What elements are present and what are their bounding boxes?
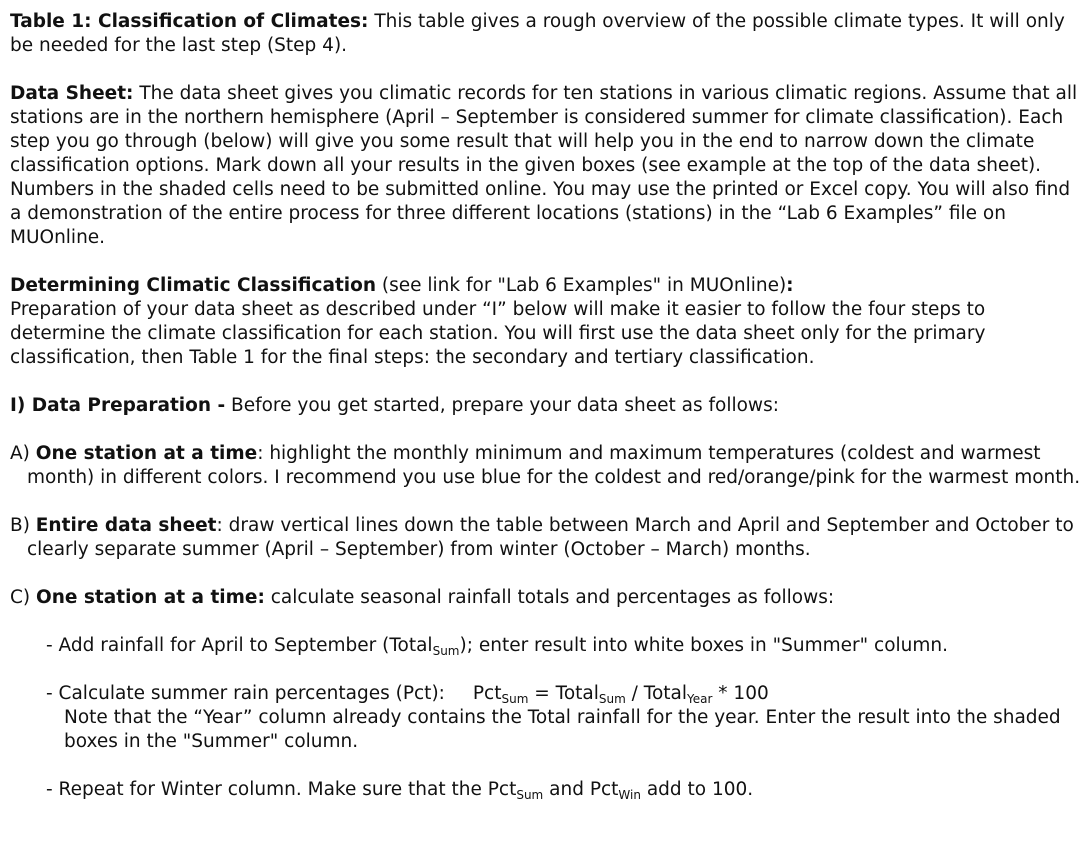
table1-text: This table gives a rough overview of the possible climate types. It will only be needed for the last step (Step 4).: [10, 11, 1065, 56]
bullet3-text-b: and Pct: [543, 779, 619, 800]
step-b-heading: Entire data sheet: [35, 515, 217, 536]
determining-paragraph: [10, 274, 1081, 370]
bullet-add-rainfall: [10, 634, 1081, 658]
formula-pct-sub: Sum: [501, 692, 529, 706]
formula-year: / Total: [625, 683, 687, 704]
bullet1-text-a: - Add rainfall for April to September (Total: [46, 635, 433, 656]
bullet2-note: Note that the “Year” column already contains the Total rainfall for the year. Enter the result into the shaded boxes in the "Summer" column.: [64, 707, 1061, 752]
bullet1-sub: Sum: [432, 644, 460, 658]
step-b-text: : draw vertical lines down the table between March and April and September and October to clearly separate summer (April – September) from winter (October – March) months.: [27, 515, 1074, 560]
bullet3-sub2: Win: [618, 788, 641, 802]
bullet-repeat-winter: [10, 778, 1081, 802]
determining-paren: (see link for "Lab 6 Examples" in MUOnline): [376, 275, 787, 296]
step-c-prefix: C): [10, 587, 37, 608]
step-a-heading: One station at a time: [35, 443, 258, 464]
bullet3-text-a: - Repeat for Winter column. Make sure that the Pct: [46, 779, 517, 800]
bullet3-text-c: add to 100.: [640, 779, 754, 800]
bullet1-text-b: ); enter result into white boxes in "Summer" column.: [459, 635, 949, 656]
step-a-text: : highlight the monthly minimum and maximum temperatures (coldest and warmest month) in different colors. I recommend you use blue for the coldest and red/orange/pink for the warmest month.: [27, 443, 1081, 488]
step-c-paragraph: [10, 586, 1081, 610]
determining-heading: Determining Climatic Classification: [10, 275, 377, 296]
step-a-prefix: A): [10, 443, 36, 464]
data-sheet-heading: Data Sheet:: [10, 83, 134, 104]
table1-paragraph: [10, 10, 1081, 58]
bullet3-sub1: Sum: [516, 788, 544, 802]
bullet-percentages: [10, 682, 1081, 754]
step-b-paragraph: [10, 514, 1081, 562]
formula-pct: Pct: [472, 683, 502, 704]
section-i-text: Before you get started, prepare your data sheet as follows:: [225, 395, 779, 416]
formula-year-sub: Year: [687, 692, 713, 706]
bullet2-text-a: - Calculate summer rain percentages (Pct):: [46, 683, 445, 704]
section-i-heading: I) Data Preparation -: [10, 395, 226, 416]
formula-total: = Total: [528, 683, 599, 704]
step-c-heading: One station at a time:: [36, 587, 265, 608]
determining-text: Preparation of your data sheet as described under “I” below will make it easier to follow the four steps to determine the climate classification for each station. You will first use the data sheet only for the primary classification, then Table 1 for the final steps: the secondary and tertiary classification.: [10, 299, 986, 368]
step-b-prefix: B): [10, 515, 36, 536]
determining-colon: :: [786, 275, 794, 296]
table1-heading: Table 1: Classification of Climates:: [10, 11, 369, 32]
formula-total-sub: Sum: [598, 692, 626, 706]
formula-times: * 100: [712, 683, 769, 704]
data-sheet-text: The data sheet gives you climatic records for ten stations in various climatic regions. Assume that all stations are in the northern hemisphere (April – September is considered summer for climate classification). Each step you go through (below) will give you some result that will help you in the end to narrow down the climate classification options. Mark down all your results in the given boxes (see example at the top of the data sheet). Numbers in the shaded cells need to be submitted online. You may use the printed or Excel copy. You will also find a demonstration of the entire process for three different locations (stations) in the “Lab 6 Examples” file on MUOnline.: [10, 83, 1078, 248]
step-c-text: calculate seasonal rainfall totals and percentages as follows:: [264, 587, 835, 608]
data-sheet-paragraph: [10, 82, 1081, 250]
section-i-paragraph: [10, 394, 1081, 418]
step-a-paragraph: [10, 442, 1081, 490]
